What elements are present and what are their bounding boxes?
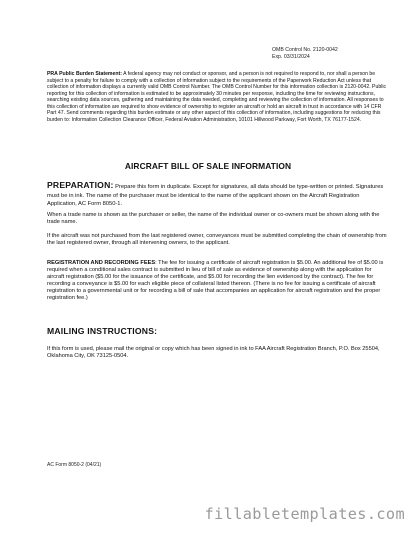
form-number-footer: AC Form 8050-2 (04/21) — [47, 462, 102, 468]
omb-expiration: Exp. 03/31/2024 — [272, 54, 310, 60]
conveyances-paragraph: If the aircraft was not purchased from the last registered owner, conveyances must be submitted completing the chain of ownership from the last registered owner, through all intervening owners, to the applicant. — [47, 233, 387, 246]
watermark: fillabletemplates.com — [204, 505, 405, 523]
fees-paragraph — [47, 260, 389, 302]
trade-name-paragraph: When a trade name is shown as the purchaser or seller, the name of the individual owner or co-owners must be shown along with the trade name. — [47, 212, 380, 225]
mailing-text: If this form is used, please mail the original or copy which has been signed in ink to FAA Aircraft Registration Branch, P.O. Box 25504, Oklahoma City, OK 73125-0504. — [47, 346, 380, 359]
preparation-section — [47, 181, 389, 209]
pra-burden-lead: PRA Public Burden Statement: — [47, 71, 122, 77]
pra-burden-text: A federal agency may not conduct or sponsor, and a person is not required to respond to, nor shall a person be subject to a penalty for failure to comply with a collection of information subject to the requirements of the Paperwork Reduction Act unless that collection of information displays a currently valid OMB Control Number. The OMB Control Number for this information collection is 2120-0042. Public reporting for this collection of information is estimated to be approximately 30 minutes per response, including the time for reviewing instructions, searching existing data sources, gathering and maintaining the data needed, completing and reviewing the collection of information. All responses to this collection of information are required to show evidence of ownership to register an aircraft or hold an aircraft in trust in accordance with 14 CFR Part 47. Send comments regarding this burden estimate or any other aspect of this collection of information, including suggestions for reducing this burden to: Information Collection Clearance Officer, Federal Aviation Administration, 10101 Hillwood Parkway, Fort Worth, TX 76177-1524. — [47, 71, 387, 123]
mailing-heading: MAILING INSTRUCTIONS: — [47, 326, 158, 336]
omb-control-number: OMB Control No. 2120-0042 — [272, 47, 338, 53]
page-title: AIRCRAFT BILL OF SALE INFORMATION — [124, 161, 292, 171]
preparation-heading: PREPARATION: — [47, 180, 114, 190]
fees-text: : The fee for issuing a certificate of aircraft registration is $5.00. An additional fee of $5.00 is required when a conditional sales contract is submitted in lieu of bill of sale as evidence of ownership along with the application for aircraft registration ($5.00 for the issuance of the certificate, and $5.00 for recording the lien evidenced by the contract). The fee for recording a conveyance is $5.00 for each eligible piece of collateral listed thereon. (There is no fee for issuing a certificate of aircraft registration to a governmental unit or for recording a bill of sale that accompanies an application for aircraft registration and the proper registration fee.) — [47, 260, 384, 301]
preparation-text: Prepare this form in duplicate. Except for signatures, all data should be type-written or printed. Signatures must be in ink. The name of the purchaser must be identical to the name of the applicant shown on the Aircraft Registration Application, AC Form 8050-1. — [47, 184, 384, 208]
pra-burden-statement — [47, 71, 392, 123]
omb-control-block — [272, 47, 402, 61]
fees-heading: REGISTRATION AND RECORDING FEES — [47, 260, 156, 266]
